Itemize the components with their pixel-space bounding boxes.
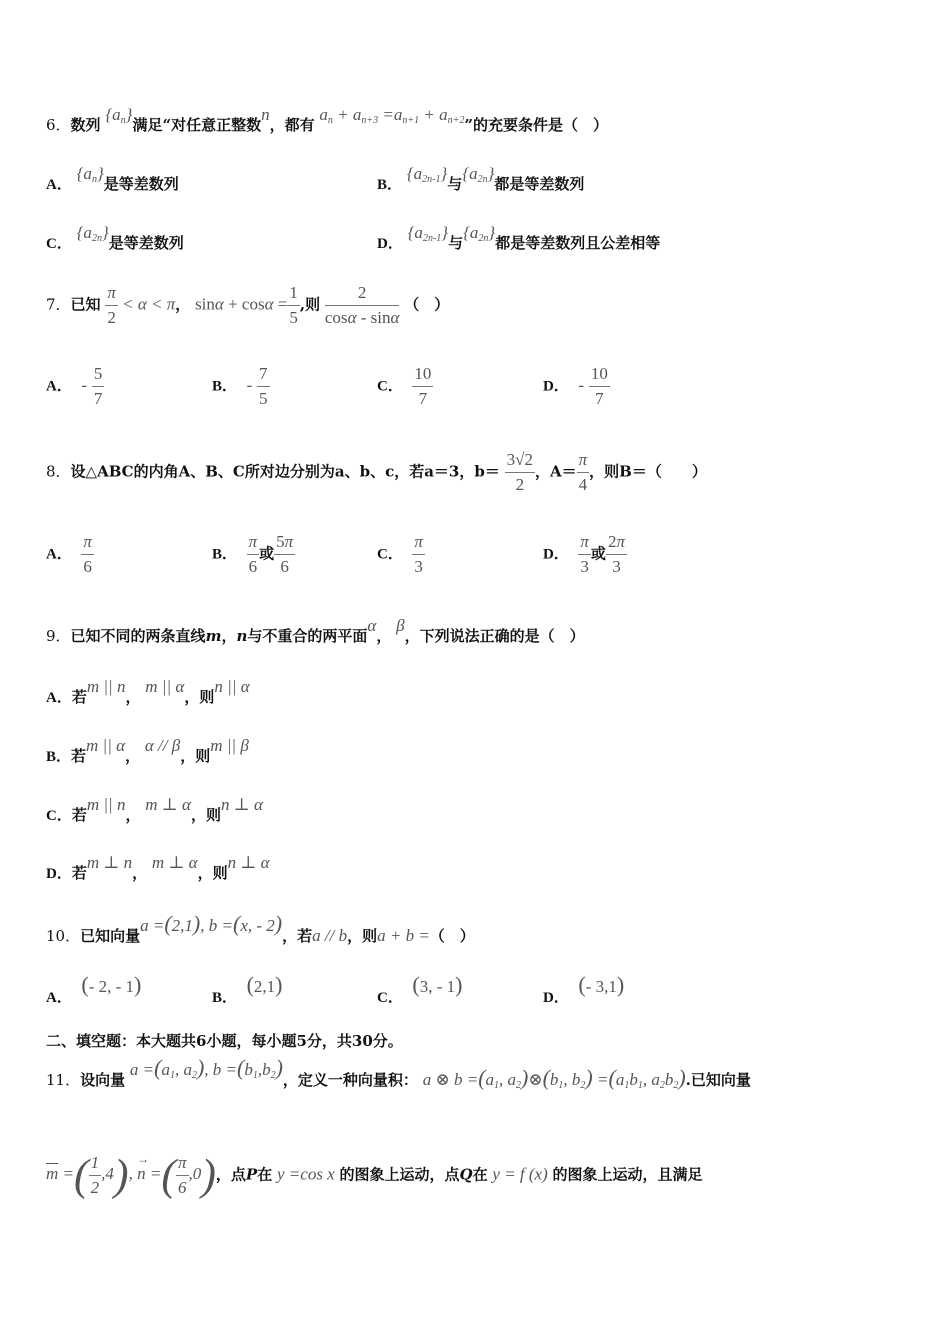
- q11-stem-line1: 11．设向量 $a =(a_1$, $a_2$), $b =(b_1,b_2)$，定义一种向量积： a ⊗ $b =(a_1$, $a_2)\otimes(b_1$, $b_2) =(a_1b_1$, $a_2b_2$).已知向量: [46, 1055, 751, 1091]
- q10-option-d: D． (- 3,1): [543, 972, 625, 1006]
- q7-stem: 7．已知 $\frac{\pi}{2}$ < α < π， sinα + cosα = $\frac{1}{5}$ ,则 $\frac{2}{\cos\alpha - \sin\alpha}$ （ ）: [46, 283, 450, 327]
- q8-option-a: A． $\frac{\pi}{6}$: [46, 532, 92, 576]
- q11-math-product: a ⊗ $b =(a_1$, $a_2)\otimes(b_1$, $b_2) =(a_1b_1$, $a_2b_2$): [422, 1065, 686, 1091]
- q6-option-b: B． $\{a_{2n-1}\}$与$\{a_{2n}\}$都是等差数列: [377, 164, 585, 193]
- q8-option-d: D． $\frac{\pi}{3}$ 或 $\frac{2\pi}{3}$: [543, 532, 625, 576]
- q6-option-c: C． $\{a_{2n}\}$是等差数列: [46, 223, 184, 252]
- q6-option-d: D． $\{a_{2n-1}\}$与$\{a_{2n}\}$都是等差数列且公差相等: [377, 223, 661, 252]
- q7-option-b: B． - $\frac{7}{5}$: [212, 364, 268, 408]
- section-heading-fill-in: 二、填空题：本大题共6小题，每小题5分，共30分。: [46, 1032, 403, 1050]
- q7-math-expression: $\frac{2}{\cos\alpha - \sin\alpha}$: [324, 283, 400, 327]
- q6-number: 6．: [46, 116, 71, 134]
- q6-math-n: n: [261, 105, 270, 124]
- q7-option-a: A． - $\frac{5}{7}$: [46, 364, 103, 408]
- q9-stem: 9．已知不同的两条直线m，n与不重合的两平面α， β，下列说法正确的是（ ）: [46, 616, 585, 645]
- q10-math-vectors: a =(2,1), b =(x, - 2): [140, 911, 283, 936]
- q10-option-a: A． (- 2, - 1): [46, 972, 142, 1006]
- q11-stem-line2: $\overline{m}$ =( $\frac{1}{2}$ ,4), → n =( $\frac{\pi}{6}$ ,0)，点P在 y =cos x 的图象上运动，点Q在 y = f (x) 的图象上运动，且满足: [46, 1151, 703, 1200]
- q9-option-c: C．若m || n， m ⊥ α，则n ⊥ α: [46, 795, 263, 824]
- q6-stem: 6．数列 $\{a_n\}$满足“对任意正整数n，都有 $a_n + a_{n+3} =a_{n+1} + a_{n+2}$”的充要条件是（ ）: [46, 105, 608, 134]
- q10-option-c: C． (3, - 1): [377, 972, 463, 1006]
- q6-math-condition: $a_n + a_{n+3} =a_{n+1} + a_{n+2}$: [319, 105, 465, 126]
- q10-stem: 10．已知向量a =(2,1), b =(x, - 2)，若a // b，则a + b =（ ）: [46, 911, 475, 945]
- q9-option-b: B．若m || α， α // β，则m || β: [46, 736, 249, 765]
- q8-math-a-angle: $\frac{\pi}{4}$: [578, 450, 588, 494]
- q7-option-d: D． - $\frac{10}{7}$: [543, 364, 608, 408]
- q8-stem: 8．设△ABC的内角A、B、C所对边分别为a、b、c，若a＝3，b＝ $\frac{3√2}{2}$ ，A＝ $\frac{\pi}{4}$ ，则B＝（ ）: [46, 450, 707, 494]
- q7-math-pi-over-2: $\frac{\pi}{2}$: [107, 283, 116, 327]
- q9-option-d: D．若m ⊥ n， m ⊥ α，则n ⊥ α: [46, 853, 270, 882]
- q11-math-vectors: $a =(a_1$, $a_2$), $b =(b_1,b_2)$: [129, 1055, 283, 1081]
- q8-option-b: B． $\frac{\pi}{6}$ 或 $\frac{5\pi}{6}$: [212, 532, 294, 576]
- q8-math-b-value: $\frac{3√2}{2}$: [506, 450, 533, 494]
- q7-option-c: C． $\frac{10}{7}$: [377, 364, 432, 408]
- q6-option-a: A． $\{a_n\}$是等差数列: [46, 164, 179, 193]
- q7-math-sum: sinα + cosα =: [195, 294, 288, 314]
- q11-math-m-vector: $\overline{m}$ =( $\frac{1}{2}$ ,4), → n =( $\frac{\pi}{6}$ ,0): [46, 1151, 216, 1200]
- q10-option-b: B． (2,1): [212, 972, 283, 1006]
- q6-math-an: $\{a_n\}$: [105, 105, 133, 126]
- q8-option-c: C． $\frac{\pi}{3}$: [377, 532, 423, 576]
- q9-option-a: A．若m || n， m || α，则n || α: [46, 677, 250, 706]
